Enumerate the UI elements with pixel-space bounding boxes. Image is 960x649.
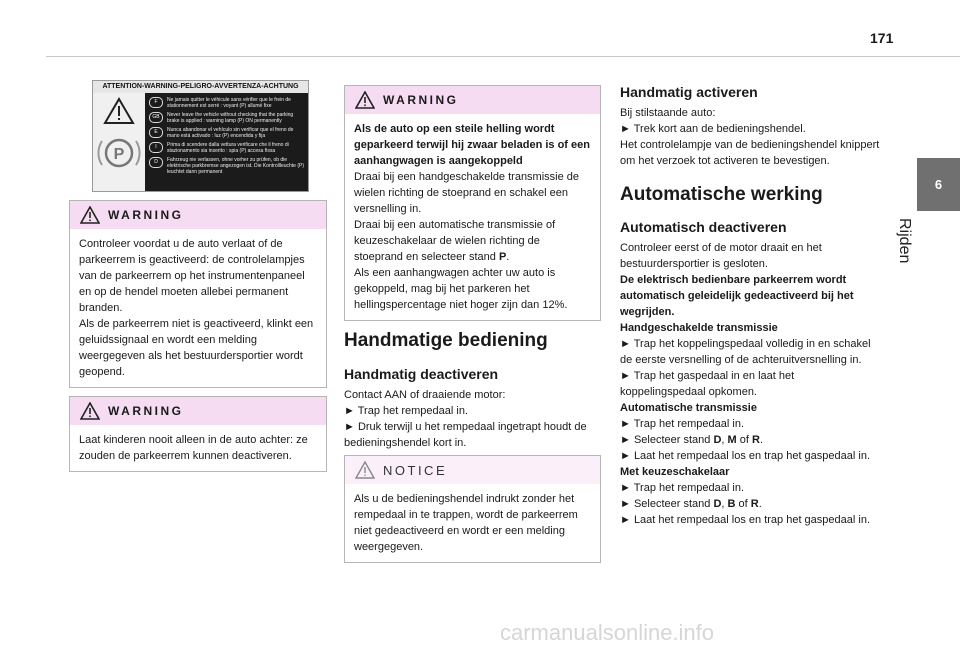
lang-code: F — [149, 97, 163, 108]
warning-box-parking-brake — [69, 200, 327, 388]
subsection-heading: Handmatig activeren — [620, 84, 758, 100]
warning-triangle-icon — [80, 206, 100, 224]
lang-code: GB — [149, 112, 163, 123]
lang-code: I — [149, 142, 163, 153]
warning-header — [70, 201, 326, 229]
svg-text:P: P — [113, 146, 125, 163]
warning-box-slope — [344, 85, 601, 321]
label-row-text: Fahrzeug nie verlassen, ohne vorher zu prüfen, ob die elektrische parkbremse angezogen ist. Die Kontrollleuchte (P) leuchtet dann permanent — [167, 157, 305, 175]
label-row-text: Ne jamais quitter le véhicule sans vérifier que le frein de stationnement est serré : voyant (P) allumé fixe — [167, 97, 291, 109]
warning-header — [345, 86, 600, 114]
auto-text: Controleer eerst of de motor draait en het bestuurdersportier is gesloten. De elektrisch bedienbare parkeerrem wordt automatisch geleidelijk gedeactiveerd bij het wegrijden. Handgeschakelde transmissie ► Trap het koppelingspedaal volledig in en schakel de eerste versnelling of de achteruitversnelling in. ► Trap het gaspedaal in en laat het koppelingspedaal opkomen. Automatische transmissie ► Trap het rempedaal in. ► Selecteer stand D, M of R. ► Laat het rempedaal los en trap het gaspedaal in. Met keuzeschakelaar ► Trap het rempedaal in. ► Selecteer stand D, B of R. ► Laat het rempedaal los en trap het gaspedaal in. — [620, 242, 871, 526]
right-column — [620, 84, 882, 528]
label-row — [149, 142, 305, 154]
manual-section — [344, 330, 599, 451]
warning-text: Als een aanhangwagen achter uw auto is gekoppeld, mag bij het parkeren het hellingspercentage niet hoger zijn dan 12%. — [354, 267, 568, 311]
chapter-tab[interactable]: 6 — [917, 158, 960, 211]
label-row — [149, 97, 305, 109]
header-divider — [46, 56, 960, 57]
page-number: 171 — [870, 30, 894, 46]
notice-body — [345, 484, 600, 562]
warning-box-children — [69, 396, 327, 472]
parking-brake-warning-icon — [93, 93, 145, 191]
label-row — [149, 127, 305, 139]
label-text-rows — [149, 97, 305, 178]
chapter-title: Rijden — [896, 218, 913, 264]
warning-text: Controleer voordat u de auto verlaat of de parkeerrem is geactiveerd: de controlelampjes van de parkeerrem op het instrumentenpaneel en op de hendel moeten allebei permanent branden. — [79, 238, 305, 314]
warning-body — [70, 229, 326, 387]
notice-header — [345, 456, 600, 484]
warning-triangle-icon — [80, 402, 100, 420]
label-header: ATTENTION-WARNING-PELIGRO-AVVERTENZA-ACHTUNG — [93, 81, 308, 93]
notice-triangle-icon — [355, 461, 375, 479]
manual-text: Contact AAN of draaiende motor: ► Trap het rempedaal in. ► Druk terwijl u het rempedaal ingetrapt houdt de bedieningshendel kort in. — [344, 389, 587, 449]
subsection-heading: Automatisch deactiveren — [620, 219, 787, 235]
section-heading: Handmatige bediening — [344, 330, 548, 351]
notice-text: Als u de bedieningshendel indrukt zonder het rempedaal in te trappen, wordt de parkeerrem niet gedeactiveerd en wordt er een melding weergegeven. — [354, 493, 578, 553]
lang-code: E — [149, 127, 163, 138]
notice-box — [344, 455, 601, 563]
warning-text: Laat kinderen nooit alleen in de auto achter: ze zouden de parkeerrem kunnen deactiveren. — [79, 434, 308, 462]
notice-title: NOTICE — [383, 462, 448, 478]
activate-text: Bij stilstaande auto: ► Trek kort aan de bedieningshendel. Het controlelampje van de bedieningshendel knippert om het verzoek tot activeren te bevestigen. — [620, 107, 880, 167]
warning-text: Draai bij een handgeschakelde transmissie de wielen richting de stoeprand en schakel een versnelling in. — [354, 171, 580, 215]
warning-text: Draai bij een automatische transmissie of keuzeschakelaar de wielen richting de stoeprand en selecteer stand P. — [354, 219, 556, 263]
subsection-heading: Handmatig deactiveren — [344, 366, 499, 382]
warning-title: WARNING — [383, 93, 459, 107]
warning-label-image — [92, 80, 309, 192]
label-row — [149, 112, 305, 124]
label-row-text: Prima di scendere dalla vettura verificare che il freno di stazionamento sia inserito : spia (P) accesa fissa — [167, 142, 289, 154]
label-row-text: Nunca abandonar el vehículo sin verificar que el freno de mano está activado : luz (P) encendida y fija — [167, 127, 294, 139]
label-icon-panel — [93, 93, 145, 191]
warning-triangle-icon — [355, 91, 375, 109]
warning-text: Als de parkeerrem niet is geactiveerd, klinkt een geluidssignaal en wordt een melding weergegeven als het bestuurdersportier wordt geopend. — [79, 318, 314, 378]
watermark: carmanualsonline.info — [500, 620, 715, 645]
label-row-text: Never leave the vehicle without checking that the parking brake is applied : warning lamp (P) ON permanently — [167, 112, 294, 124]
label-row — [149, 157, 305, 175]
warning-body — [70, 425, 326, 471]
warning-header — [70, 397, 326, 425]
section-heading: Automatische werking — [620, 184, 823, 205]
warning-title: WARNING — [108, 208, 184, 222]
lang-code: D — [149, 157, 163, 168]
warning-body — [345, 114, 600, 320]
warning-title: WARNING — [108, 404, 184, 418]
warning-bold-text: Als de auto op een steile helling wordt geparkeerd terwijl hij zwaar beladen is of een aanhangwagen is aangekoppeld — [354, 123, 590, 167]
